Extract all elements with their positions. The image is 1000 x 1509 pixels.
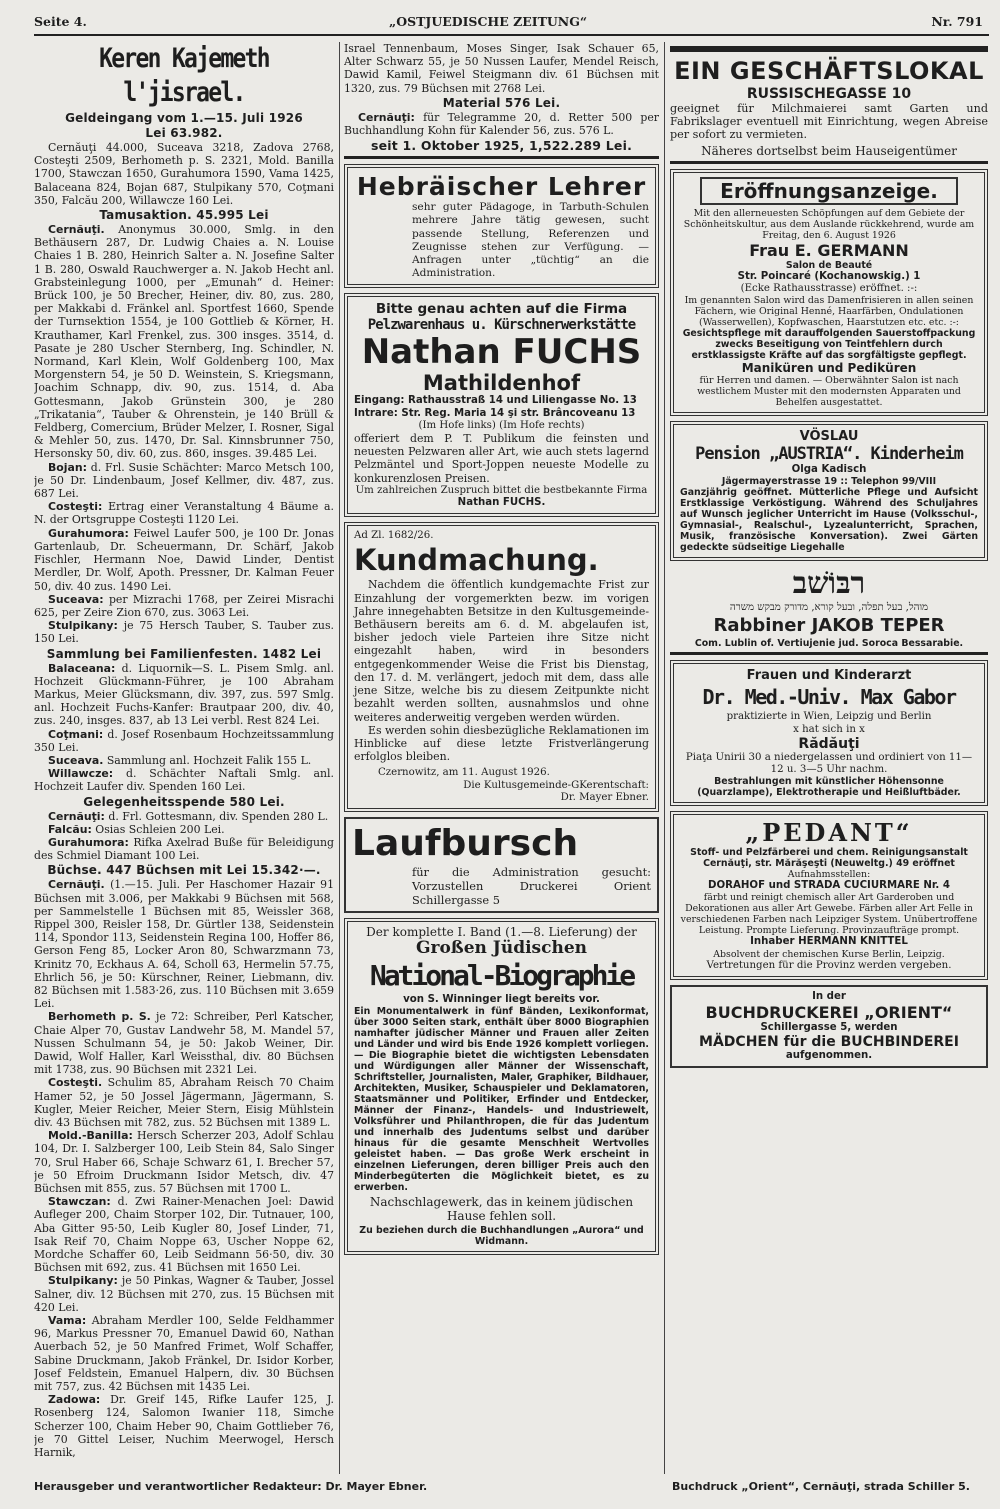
- kkl-title: Keren Kajemeth l'jisrael.: [99, 43, 269, 108]
- rule: [670, 46, 988, 52]
- ad-owner: Inhaber HERMANN KNITTEL: [750, 936, 908, 948]
- donation-entry: Balaceana: d. Liquornik—S. L. Pisem Smlg. anl. Hochzeit Glückmann-Führer, je 100 Abraham Markus, Meier Glücksmann, div. 397, zus. 597 Smlg. anl. Hochzeit Fuchs-Kanfer: Brautpaar 200, div. 40, zus. 240, insges. 837, ab 13 Lei verbl. Rest 824 Lei.: [34, 661, 334, 728]
- ad-title: Eröffnungsanzeige.: [700, 177, 958, 205]
- donation-entry: Suceava. Sammlung anl. Hochzeit Falik 155 L.: [48, 753, 312, 767]
- donation-entry: Vama: Abraham Merdler 100, Selde Feldhammer 96, Markus Pressner 70, Emanuel Dawid 60, Nathan Auerbach 52, je 50 Manfred Frimet, Wolf Schaffer, Sabine Druckmann, Jakob Fränkel, Dr. Isidor Korber, Josef Feldstein, Emanuel Halpern, div. 30 Büchsen mit 757, zus. 42 Büchsen mit 1435 Lei.: [34, 1314, 334, 1394]
- donation-entry: Willawcze: d. Schächter Naftali Smlg. anl. Hochzeit Laufer div. Spenden 160 Lei.: [34, 767, 334, 794]
- ad-errand-boy: [344, 817, 659, 913]
- ad-body: färbt und reinigt chemisch aller Art Garderoben und Dekorationen aus aller Art Gewebe. Färben aller Art Felle in verschiedenen Farben nach Leipziger System. Unübertroffene Leistung. Prompte Lieferung. Provinzaufträge prompt.: [680, 892, 978, 937]
- ad-title: Großen Jüdischen: [415, 938, 588, 959]
- salon-address: (Ecke Rathausstrasse) eröffnet. :-:: [740, 282, 918, 294]
- ad-owner: Olga Kadisch: [791, 464, 867, 476]
- shop-address: Eingang: Rathausstraß 14 und Liliengasse No. 13: [354, 395, 637, 407]
- page-label: Seite 4.: [34, 14, 87, 29]
- ad-close-name: Nathan FUCHS.: [457, 497, 546, 509]
- ad-body: Ein Monumentalwerk in fünf Bänden, Lexikonformat, über 3000 Seiten stark, enthält über 8000 Biographien namhafter jüdischer Männer und Frauen aller Zeiten und Länder und wird bis Ende 1926 komplett vorliegen. — Die Biographie bietet die wichtigsten Lebensdaten und Würdigungen aller Männer der Wissenschaft, Schriftsteller, Journalisten, Maler, Graphiker, Bildhauer, Architekten, Musiker, Schauspieler und Deklamatoren, Staatsmänner und Politiker, Erfinder und Entdecker, Männer der Finanz-, Handels- und Industriewelt, Volksführer und Philanthropen, die für das Judentum und innerhalb des Judentums selbst und darüber hinaus für die gesamte Menschheit Wertvolles geleistet haben. — Das große Werk erscheint in einzelnen Lieferungen, deren billiger Preis auch den Minderbegüterten die Möglichkeit bietet, es zu erwerben.: [354, 1006, 649, 1194]
- ad-title: Pension „AUSTRIA“. Kinderheim: [695, 444, 963, 465]
- shop-address: Intrare: Str. Reg. Maria 14 şi str. Brâncoveanu 13: [354, 407, 636, 419]
- rabbi-name: Rabbiner JAKOB TEPER: [713, 615, 945, 637]
- ad-subtitle: Stoff- und Pelzfärberei und chem. Reinigungsanstalt Cernăuţi, str. Mărăşeşti (Neuweltg.) 49 eröffnet: [690, 847, 968, 870]
- donation-entry: Cernăuţi: d. Frl. Gottesmann, div. Spenden 280 L.: [48, 809, 329, 823]
- cumulative-total: seit 1. Oktober 1925, 1,522.289 Lei.: [370, 138, 633, 154]
- ad-body: für die Administration gesucht: Vorzustellen Druckerei Orient Schillergasse 5: [412, 864, 651, 907]
- ad-salon-opening: [670, 169, 988, 416]
- hebrew-title: רבּוֹשׁב: [792, 566, 866, 602]
- column-donations: [34, 42, 334, 1474]
- footer-publisher: Herausgeber und verantwortlicher Redakteur: Dr. Mayer Ebner.: [34, 1480, 428, 1493]
- ad-fur-shop: [344, 293, 659, 517]
- donation-entry: Stulpikany: je 75 Hersch Tauber, S. Tauber zus. 150 Lei.: [34, 619, 334, 646]
- ad-author: von S. Winninger liegt bereits vor.: [403, 994, 600, 1006]
- ad-body: offeriert dem P. T. Publikum die feinsten und neuesten Pelzwaren aller Art, wie auch stets lagernd Pelzmäntel und Sport-Joppen neueste Modelle zu konkurenzlosen Preisen.: [354, 432, 649, 485]
- section-heading: Material 576 Lei.: [442, 95, 561, 110]
- ad-note: Bestrahlungen mit künstlicher Höhensonne (Quarzlampe), Elektrotherapie und Heißluftbäder.: [697, 776, 961, 799]
- summary-paragraph: Cernăuţi 44.000, Suceava 3218, Zadova 2768, Costeşti 2509, Berhometh p. S. 2321, Mold. Banilla 1700, Stawczan 1650, Gurahumora 1590, Vama 1425, Balaceana 824, Bojan 687, Stulpikany 570, Coţmani 350, Falcău 200, Willawcze 160 Lei.: [34, 141, 334, 207]
- notice-kundmachung: [344, 522, 659, 812]
- rabbi-location: Com. Lublin of. Vertiujenie jud. Soroca Bessarabie.: [694, 638, 964, 650]
- donation-entry: Zadowa: Dr. Greif 145, Rifke Laufer 125, J. Rosenberg 124, Salomon Iwanier 118, Simche Scherzer 100, Chaim Heber 90, Chaim Gottlieber 76, je 70 Gittel Leiser, Nuchim Meerwogel, Hersch Harnik,: [34, 1393, 334, 1460]
- notice-title: Kundmachung.: [354, 543, 599, 578]
- ad-biography: [344, 918, 659, 1255]
- donation-entry: Suceava: per Mizrachi 1768, per Zeirei Misrachi 625, per Zeire Zion 670, zus. 3063 Lei.: [34, 592, 334, 619]
- donation-entry: Gurahumora: Feiwel Laufer 500, je 100 Dr. Jonas Gartenlaub, Dr. Scheuermann, Dr. Schärf, Jakob Fischler, Hermann Noe, Dawid Linder, Dentist Merdler, Dr. Wolf, Apoth. Pressner, Dr. Kalman Feuer 50, div. 40 zus. 1490 Lei.: [34, 526, 334, 593]
- ad-close: Um zahlreichen Zuspruch bittet die bestbekannte Firma: [355, 484, 648, 496]
- footer-printer: Buchdruck „Orient“, Cernăuţi, strada Schiller 5.: [672, 1480, 970, 1493]
- ad-title: „PEDANT“: [745, 818, 913, 848]
- doctor-address: Piaţa Unirii 30 a niedergelassen und ordiniert von 11—12 u. 3—5 Uhr nachm.: [685, 751, 973, 776]
- donation-entry: Cernăuţi: für Telegramme 20, d. Retter 500 per Buchhandlung Kohn für Kalender 56, zus. 576 L.: [344, 110, 659, 138]
- rule: [344, 156, 659, 159]
- ad-label: Aufnahmsstellen:: [787, 869, 871, 881]
- donation-entry: Gurahumora: Rifka Axelrad Buße für Beleidigung des Schmiel Diamant 100 Lei.: [34, 835, 334, 863]
- ad-title: Frauen und Kinderarzt: [746, 668, 912, 684]
- ad-more: Näheres dortselbst beim Hauseigentümer: [701, 143, 957, 158]
- ad-title: MÄDCHEN für die BUCHBINDEREI: [699, 1034, 959, 1051]
- income-total: Lei 63.982.: [145, 126, 223, 140]
- ad-intro: Mit den allerneuesten Schöpfungen auf dem Gebiete der Schönheitskultur, aus dem Auslande rückkehrend, wurde am Freitag, den 6. August 1926: [683, 207, 975, 241]
- ad-business-premises: [670, 56, 988, 158]
- donation-entry: Costeşti: Ertrag einer Veranstaltung 4 Bäume a. N. der Ortsgruppe Costeşti 1120 Lei.: [34, 500, 334, 527]
- ad-body: geeignet für Milchmaierei samt Garten und Fabrikslager eventuell mit Einrichtung, wegen Abreise per sofort zu vermieten.: [670, 102, 988, 142]
- notice-signature: Die Kultusgemeinde-GKerentschaft:: [463, 779, 649, 791]
- ad-rabbi: [670, 566, 988, 649]
- ad-body: Ganzjährig geöffnet. Mütterliche Pflege und Aufsicht Erstklassige Verköstigung. Während des Schuljahres auf Wunsch jeglicher Unterricht im Hause (Volksschul-, Gymnasial-, Realschul-, Lyzealunterricht, Sprachen, Musik, französische Konversation). Zwei Gärten gedeckte südseitige Liegehalle: [680, 487, 978, 554]
- page-header: [34, 14, 989, 32]
- donation-entry: Mold.-Banilla: Hersch Scherzer 203, Adolf Schlau 104, Dr. I. Salzberger 100, Leib Stein 84, Salo Singer 70, Srul Haber 66, Schaje Schwarz 61, I. Brecher 57, je 50 Efroim Druckmann Isidor Metsch, div. 47 Büchsen mit 855, zus. 57 Büchsen mit 1700 L.: [34, 1129, 334, 1196]
- ad-title: National-Biographie: [369, 959, 634, 993]
- rule: [670, 161, 988, 164]
- notice-ref: Ad Zl. 1682/26.: [354, 530, 434, 542]
- shop-address: (Im Hofe links) (Im Hofe rechts): [418, 419, 585, 431]
- issue-number: Nr. 791: [931, 14, 983, 29]
- shop-place: Mathildenhof: [422, 371, 581, 396]
- ad-body: Im genannten Salon wird das Damenfrisieren in allen seinen Fächern, wie Original Henné, Haarfärben, Ondulationen (Wasserwellen), Kopfwaschen, Haarstutzen etc. etc. :-:: [684, 295, 974, 329]
- ad-body: x hat sich in x: [793, 723, 865, 735]
- column-divider: [339, 42, 340, 1474]
- ad-address: RUSSISCHEGASSE 10: [746, 86, 912, 102]
- ad-body: sehr guter Pädagoge, in Tarbuth-Schulen mehrere Jahre tätig gewesen, sucht passende Stellung, Referenzen und Zeugnisse stehen zur Verfügung. — Anfragen unter „tüchtig“ an die Administration.: [412, 201, 649, 280]
- header-rule: [34, 34, 989, 36]
- ad-stores: DORAHOF und STRADA CUCIURMARE Nr. 4: [708, 880, 950, 892]
- shop-name: Nathan FUCHS: [361, 332, 642, 373]
- ad-title: BUCHDRUCKEREI „ORIENT“: [705, 1003, 953, 1023]
- ad-pedant: [670, 811, 988, 980]
- doctor-city: Rădăuţi: [798, 735, 860, 752]
- donation-entry: Falcău: Osias Schleien 200 Lei.: [48, 822, 225, 836]
- ad-close: Zu beziehen durch die Buchhandlungen „Aurora“ und Widmann.: [359, 1225, 644, 1248]
- ad-address: Jägermayerstrasse 19 :: Telephon 99/VIII: [721, 476, 937, 488]
- salon-name: Salon de Beauté: [785, 259, 873, 271]
- income-period: Geldeingang vom 1.—15. Juli 1926: [65, 111, 303, 125]
- donation-entry: Stulpikany: je 50 Pinkas, Wagner & Tauber, Jossel Salner, div. 12 Büchsen mit 270, zus. 15 Büchsen mit 420 Lei.: [34, 1274, 334, 1314]
- ad-title: EIN GESCHÄFTSLOKAL: [674, 57, 984, 85]
- ad-pension-austria: [670, 421, 988, 561]
- ad-note: Absolvent der chemischen Kurse Berlin, Leipzig.: [713, 948, 945, 960]
- section-heading: Gelegenheitsspende 580 Lei.: [83, 794, 285, 809]
- notice-body: Es werden sohin diesbezügliche Reklamationen im Hinblicke auf diese letzte Fristverlängerung erfolglos bleiben.: [354, 723, 649, 764]
- rule: [670, 652, 988, 655]
- donation-entry: Bojan: d. Frl. Susie Schächter: Marco Metsch 100, je 50 Dr. Lindenbaum, Josef Kellmer, div. 487, zus. 687 Lei.: [34, 460, 334, 501]
- donation-entry: Costeşti. Schulim 85, Abraham Reisch 70 Chaim Hamer 52, je 50 Jossel Jägermann, Jägermann, S. Kugler, Meier Reicher, Meier Stern, Eisig Mühlstein div. 43 Büchsen mit 782, zus. 52 Büchsen mit 1389 L.: [34, 1076, 334, 1130]
- ad-line: Pelzwarenhaus u. Kürschnerwerkstätte: [367, 317, 636, 334]
- notice-date: Czernowitz, am 11. August 1926.: [378, 767, 550, 779]
- doctor-name: Dr. Med.-Univ. Max Gabor: [702, 685, 956, 710]
- ad-address: Schillergasse 5, werden: [760, 1022, 898, 1034]
- donation-entry: Coţmani: d. Josef Rosenbaum Hochzeitssammlung 350 Lei.: [34, 727, 334, 754]
- salon-address: Str. Poincaré (Kochanowskig.) 1: [737, 270, 921, 282]
- section-heading: Sammlung bei Familienfesten. 1482 Lei: [46, 646, 322, 661]
- ad-note: Vertretungen für die Provinz werden vergeben.: [706, 959, 952, 971]
- donation-continuation: Israel Tennenbaum, Moses Singer, Isak Schauer 65, Alter Schwarz 55, je 50 Nussen Laufer, Mendel Reisch, Dawid Kamil, Feiwel Steigmann div. 61 Büchsen mit 1320, zus. 79 Büchsen mit 2768 Lei.: [344, 42, 659, 95]
- ad-line: Bitte genau achten auf die Firma: [375, 301, 628, 318]
- ad-line: Der komplette I. Band (1.—8. Lieferung) der: [366, 924, 637, 939]
- ad-printing-house: [670, 985, 988, 1069]
- section-heading: Tamusaktion. 45.995 Lei: [99, 208, 269, 223]
- ad-place: VÖSLAU: [799, 429, 859, 445]
- ad-subtitle: Maniküren und Pediküren: [741, 361, 917, 376]
- ad-title: Hebräischer Lehrer: [356, 172, 647, 202]
- ad-line: In der: [812, 990, 846, 1002]
- salon-owner: Frau E. GERMANN: [749, 240, 909, 260]
- hebrew-line: מוהל, בעל תפלה, ובעל קורא, מדורק מבקש משרה: [729, 602, 929, 614]
- ad-close: Nachschlagewerk, das in keinem jüdischen Hause fehlen soll.: [369, 1195, 634, 1224]
- ad-body: für Herren und damen. — Oberwähnter Salon ist nach westlichem Muster mit den modernsten Apparaten und Behelfen ausgestattet.: [697, 375, 961, 409]
- ad-line: aufgenommen.: [785, 1050, 873, 1062]
- ad-title: Laufbursch: [352, 822, 579, 864]
- masthead-title: „OSTJUEDISCHE ZEITUNG“: [389, 14, 588, 29]
- column-middle: [344, 42, 659, 1474]
- donation-entry: Stawczan: d. Zwi Rainer-Menachen Joel: Dawid Aufleger 200, Chaim Storper 102, Dir. Tutnauer, 100, Aba Gitter 95·50, Leib Kugler 80, Josef Linder, 71, Isak Reif 70, Chaim Noppe 63, Uscher Noppe 62, Mordche Schaffer 60, Leib Seidmann 56·50, div. 30 Büchsen mit 692, zus. 41 Büchsen mit 1650 Lei.: [34, 1195, 334, 1275]
- ad-body: praktizierte in Wien, Leipzig und Berlin: [726, 711, 932, 723]
- donation-entry: Cernăuţi. Anonymus 30.000, Smlg. in den Bethäusern 287, Dr. Ludwig Chaies a. N. Louise Chaies 1 B. 280, Heinrich Salter a. N. Josefine Salter 1 B. 280, Oswald Rauchwerger a. N. Jakob Hecht anl. Grabsteinlegung 1000, per „Emunah“ d. Heiner: Brück 100, je 50 Brecher, Heiner, div. 80, zus. 280, per Makkabi d. Fränkel anl. Sportfest 1660, Spende der Turnsektion 1554, je 100 Gottlieb & Körner, H. Krauthamer, Karl Frenkel, zus. 300 insges. 3514, d. Pasate je 280 Uscher Sternberg, Ing. Schindler, N. Normand, Karl Klein, Wolf Goldenberg 100, Max Morgenstern 54, je 50 D. Weinstein, S. Kriegsmann, Joachim Schnapp, div. 90, zus. 1514, d. Aba Gottesmann, Jakob Grünstein 300, je 280 „Trikatania“, Tauber & Ohrenstein, je 140 Brüll & Feldberg, Comercium, Brüder Melzer, I. Rosner, Sigal & Mehler 50, zus. 1470, Dr. Sal. Kinnsbrunner 750, Hersonsky 50, div. 60, zus. 860, insges. 39.485 Lei.: [34, 223, 334, 461]
- column-ads: [670, 42, 988, 1474]
- column-divider: [664, 42, 665, 1474]
- donation-entry: Berhometh p. S. je 72: Schreiber, Perl Katscher, Chaie Alper 70, Gustav Landwehr 58, M. Mandel 57, Nussen Schulmann 54, je 50: Jakob Weiner, Dir. Dawid, Wolf Haller, Karl Weissthal, div. 80 Büchsen mit 1738, zus. 90 Büchsen mit 2321 Lei.: [34, 1010, 334, 1077]
- section-heading: Büchse. 447 Büchsen mit Lei 15.342·—.: [47, 863, 321, 878]
- ad-body: Gesichtspflege mit darauffolgenden Sauerstoffpackung zwecks Beseitigung von Teintfehlern durch erstklassigste Kräfte auf das sorgfältigste gepflegt.: [682, 328, 976, 362]
- donation-entry: Cernăuţi. (1.—15. Juli. Per Haschomer Hazair 91 Büchsen mit 3.006, per Makkabi 9 Büchsen mit 568, per Sammelstelle 1 Büchsen mit 85, Weissler 368, Rippel 300, Reisler 158, Dr. Gürtler 138, Seidenstein 114, Spondor 113, Seidenstein Regina 100, Hoffer 86, Gerson Feng 85, Locker Aron 80, Schwarzmann 73, Krinitz 70, Eckhaus A. 64, Scholl 63, Hermelin 57.75, Ehrlich 56, je 50: Kürschner, Reiner, Liebmann, div. 82 Büchsen mit 1.583·26, zus. 110 Büchsen mit 3.659 Lei.: [34, 878, 334, 1011]
- ad-doctor: [670, 660, 988, 806]
- ad-hebrew-teacher: [344, 164, 659, 288]
- notice-body: Nachdem die öffentlich kundgemachte Frist zur Einzahlung der vorgemerkten bezw. im vorigen Jahre innegehabten Betsitze in den Kultusgemeinde-Bethäusern bereits am 6. d. M. abgelaufen ist, bisher jedoch viele Parteien ihre Sitze nicht eingezahlt haben, wird in besonders entgegenkommender Weise die Frist bis Dienstag, den 17. d. M. verlängert, jedoch mit dem, dass alle jene Sitze, welche bis zu diesem Zeitpunkte nicht bezahlt werden sollten, ausnahmslos und ohne weiteres anderweitig vergeben werden würden.: [354, 578, 649, 724]
- notice-signature: Dr. Mayer Ebner.: [560, 791, 649, 803]
